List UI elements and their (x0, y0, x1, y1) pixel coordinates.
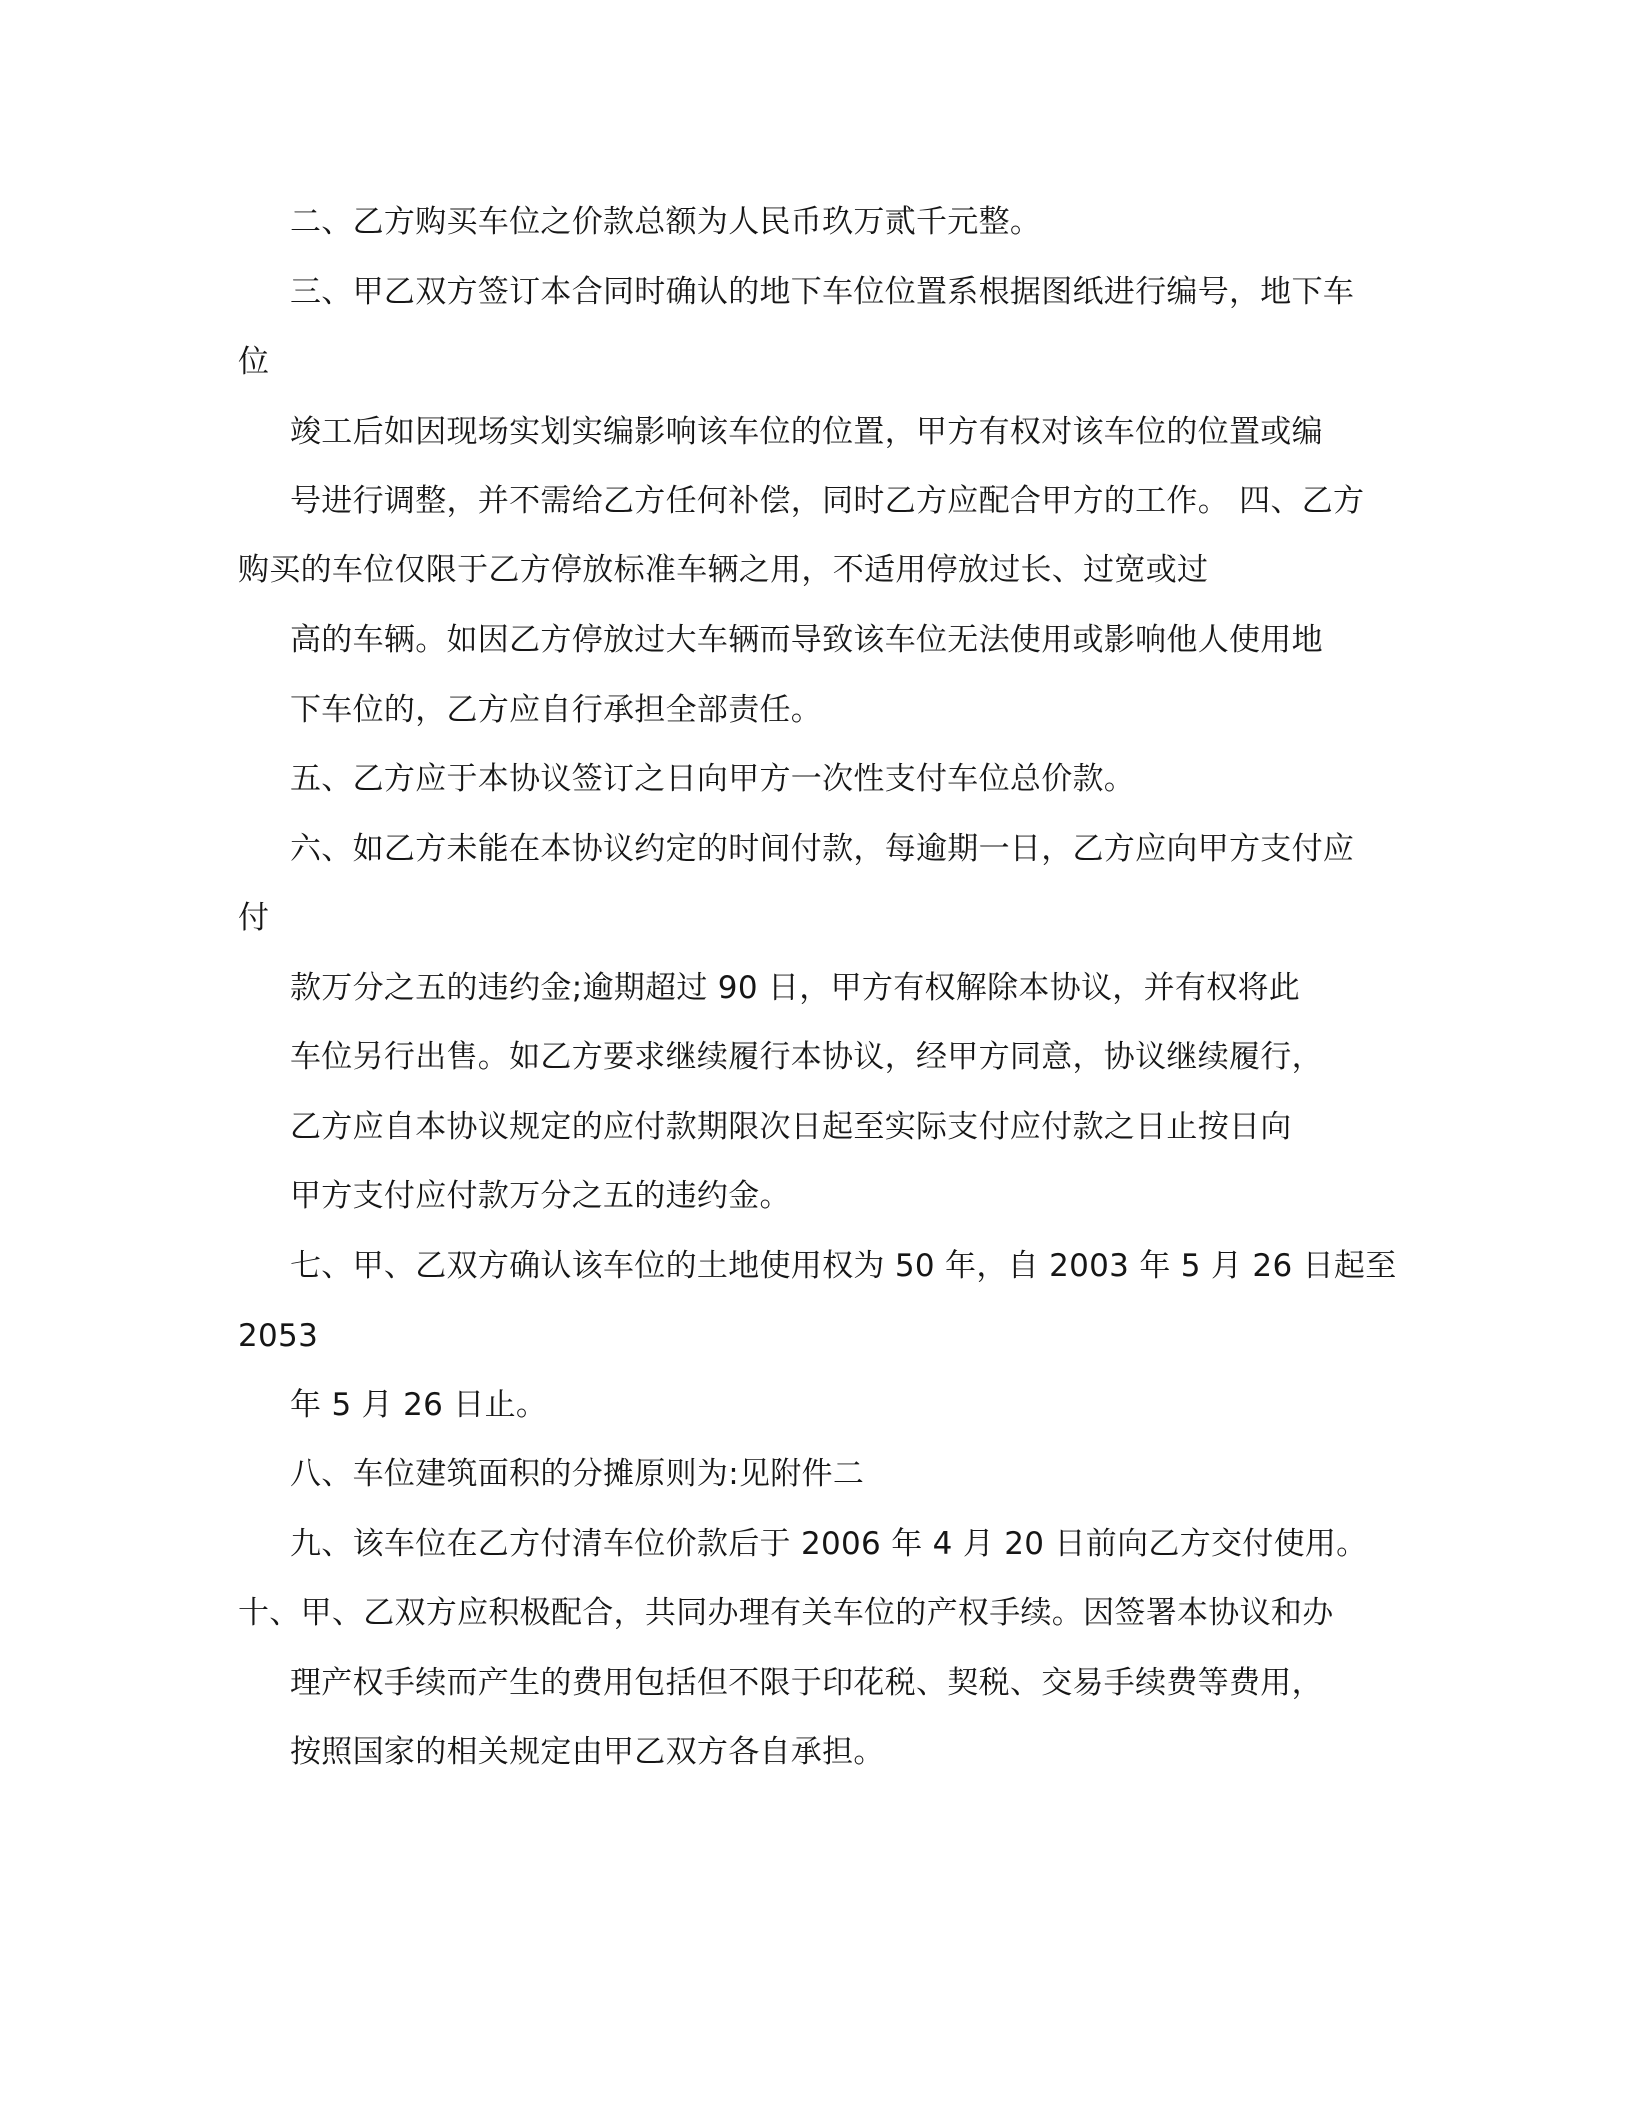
clause-7-line-1: 七、甲、乙双方确认该车位的土地使用权为 50 年，自 2003 年 5 月 26 日起至 (290, 1248, 1397, 1284)
clause-8-line-1: 八、车位建筑面积的分摊原则为:见附件二 (290, 1456, 865, 1492)
clause-10-line-1: 十、甲、乙双方应积极配合，共同办理有关车位的产权手续。因签署本协议和办 (238, 1595, 1334, 1631)
clause-4-line-3: 下车位的，乙方应自行承担全部责任。 (290, 692, 823, 728)
clause-3-line-2: 位 (238, 344, 270, 380)
clause-6-line-6: 甲方支付应付款万分之五的违约金。 (290, 1178, 791, 1214)
clause-7-line-3: 年 5 月 26 日止。 (290, 1387, 548, 1423)
clause-3-line-4: 号进行调整，并不需给乙方任何补偿，同时乙方应配合甲方的工作。 四、乙方 (290, 483, 1365, 519)
clause-6-line-2: 付 (238, 900, 270, 936)
clause-7-line-2: 2053 (238, 1318, 319, 1354)
clause-2-line-1: 二、乙方购买车位之价款总额为人民币玖万贰千元整。 (290, 204, 1042, 240)
clause-10-line-2: 理产权手续而产生的费用包括但不限于印花税、契税、交易手续费等费用， (290, 1665, 1323, 1701)
clause-3-line-3: 竣工后如因现场实划实编影响该车位的位置，甲方有权对该车位的位置或编 (290, 414, 1323, 450)
clause-9-line-1: 九、该车位在乙方付清车位价款后于 2006 年 4 月 20 日前向乙方交付使用。 (290, 1526, 1368, 1562)
clause-4-line-1: 购买的车位仅限于乙方停放标准车辆之用，不适用停放过长、过宽或过 (238, 552, 1209, 588)
clause-5-line-1: 五、乙方应于本协议签订之日向甲方一次性支付车位总价款。 (290, 761, 1136, 797)
clause-6-line-5: 乙方应自本协议规定的应付款期限次日起至实际支付应付款之日止按日向 (290, 1109, 1292, 1145)
clause-6-line-1: 六、如乙方未能在本协议约定的时间付款，每逾期一日，乙方应向甲方支付应 (290, 831, 1355, 867)
clause-3-line-1: 三、甲乙双方签订本合同时确认的地下车位位置系根据图纸进行编号，地下车 (290, 274, 1355, 310)
clause-10-line-3: 按照国家的相关规定由甲乙双方各自承担。 (290, 1734, 885, 1770)
clause-6-line-3: 款万分之五的违约金;逾期超过 90 日，甲方有权解除本协议，并有权将此 (290, 970, 1301, 1006)
clause-4-line-2: 高的车辆。如因乙方停放过大车辆而导致该车位无法使用或影响他人使用地 (290, 622, 1323, 658)
clause-6-line-4: 车位另行出售。如乙方要求继续履行本协议，经甲方同意，协议继续履行， (290, 1039, 1323, 1075)
